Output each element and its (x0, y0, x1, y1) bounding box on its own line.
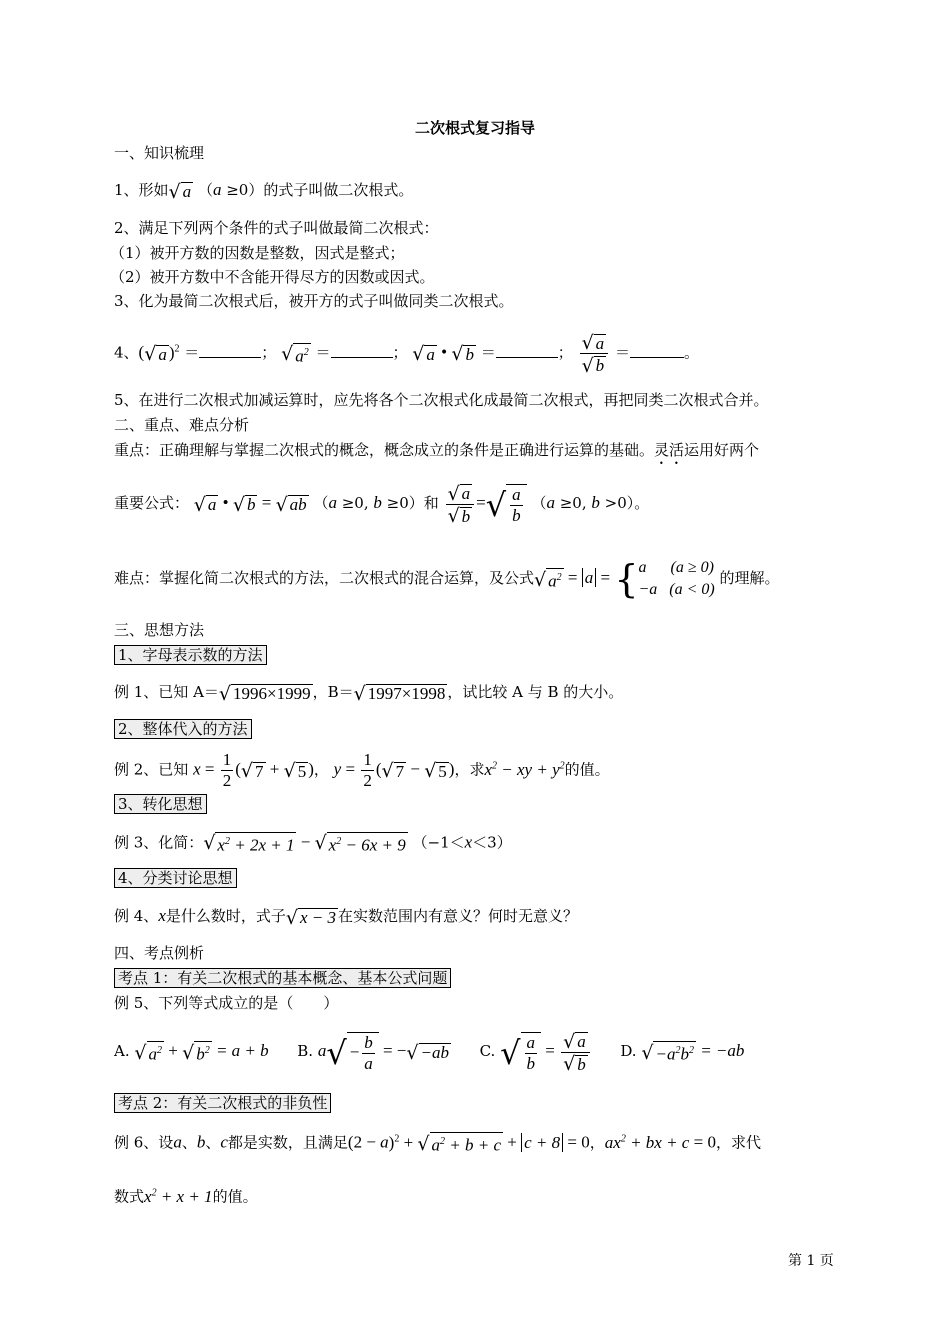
method-1: 1、字母表示数的方法 (114, 645, 267, 665)
knowledge-item-2a: （1）被开方数的因数是整数，因式是整式； (110, 244, 405, 262)
blank-1[interactable] (199, 347, 261, 358)
option-b[interactable]: B. a√ − $\frac{b}{a}$ = −√ −ab (297, 1032, 449, 1073)
section-heading-1: 一、知识梳理 (114, 144, 205, 162)
knowledge-item-2b: （2）被开方数中不含能开得尽方的因数或因式。 (110, 268, 435, 286)
option-c[interactable]: C. √ $\frac{a}{b}$ = $\frac{√ a}{√ b}$ (480, 1042, 592, 1060)
knowledge-item-2: 2、满足下列两个条件的式子叫做最简二次根式： (114, 219, 439, 237)
example-5: 例 5、下列等式成立的是（ ） (114, 994, 339, 1012)
section-heading-4: 四、考点例析 (114, 944, 205, 962)
piecewise-cases: a (a ≥ 0) −a (a < 0) (638, 559, 715, 598)
method-4: 4、分类讨论思想 (114, 868, 237, 888)
sqrt-quotient: $\frac{√ a}{√ b}$ (580, 332, 609, 376)
blank-4[interactable] (630, 347, 684, 358)
example-4: 例 4、x是什么数时，式子√ x − 3 在实数范围内有意义？何时无意义？ (114, 906, 579, 929)
example-5-options (114, 1025, 744, 1079)
example-2: 例 2、已知 x = $\frac{1}{2}$ (√ 7 + √ 5 )， y = $\frac{1}{2}$ (√ 7 − √ 5 )，求$x^2$ − xy + $y^2$的值。 (114, 750, 610, 791)
example-6-line-2: 数式$x^2 + x + 1$的值。 (114, 1186, 258, 1206)
page-number: 第 1 页 (788, 1253, 834, 1269)
option-d[interactable]: D. √ $-a^2b^2 = -ab$ (620, 1041, 745, 1064)
blank-3[interactable] (496, 347, 558, 358)
difficulty-line: 难点：掌握化简二次根式的方法，二次根式的混合运算，及公式√ $a^2 = a$ = { a (a ≥ 0) −a (a < 0) 的理解。 (114, 557, 780, 601)
example-3: 例 3、化简：√ $x^2 + 2x + 1$ − √ $x^2 - 6x + 9$ （−1＜x＜3） (114, 832, 512, 855)
knowledge-item-4: 4、(√ a )$^2$ ＝ ； √ $a^2$ ＝ ； √ a • √ b ＝ ； $\frac{√ a}{√ b}$ ＝ 。 (114, 332, 699, 377)
sqrt-a: √ a (168, 180, 192, 203)
exam-point-2: 考点 2：有关二次根式的非负性 (114, 1093, 331, 1113)
option-a[interactable]: A. √ $a^2$ + √ $b^2 = a + b$ (114, 1041, 269, 1064)
method-2: 2、整体代入的方法 (114, 719, 252, 739)
example-6-line-1: 例 6、设a、b、c都是实数，且满足$(2 - a)^2$ + √ $a^2 + b + c + c + 8 = 0$，$ax^2$ + bx + c = 0，求代 (114, 1132, 761, 1155)
key-point-formulas: 重要公式： √ a • √ b = √ ab （a ≥0, b ≥0）和 $\frac{√ a}{√ b}$ =√ $\frac{a}{b}$ （a ≥0, b >0）。 (114, 482, 650, 527)
knowledge-item-3: 3、化为最简二次根式后，被开方的式子叫做同类二次根式。 (114, 292, 514, 310)
page-title: 二次根式复习指导 (414, 119, 535, 137)
example-1: 例 1、已知 A＝√ 1996×1999 ，B＝√ 1997×1998 ，试比较 A 与 B 的大小。 (114, 682, 624, 705)
blank-2[interactable] (331, 347, 393, 358)
key-point-line-1: 重点：正确理解与掌握二次根式的概念，概念成立的条件是正确进行运算的基础。灵活运用好两个 (114, 441, 760, 459)
method-3: 3、转化思想 (114, 794, 207, 814)
exam-point-1: 考点 1：有关二次根式的基本概念、基本公式问题 (114, 968, 451, 988)
section-heading-2: 二、重点、难点分析 (114, 416, 250, 434)
knowledge-item-1: 1、形如√ a （a ≥0）的式子叫做二次根式。 (114, 180, 414, 203)
knowledge-item-5: 5、在进行二次根式加减运算时，应先将各个二次根式化成最简二次根式，再把同类二次根式合并。 (114, 391, 769, 409)
section-heading-3: 三、思想方法 (114, 621, 205, 639)
